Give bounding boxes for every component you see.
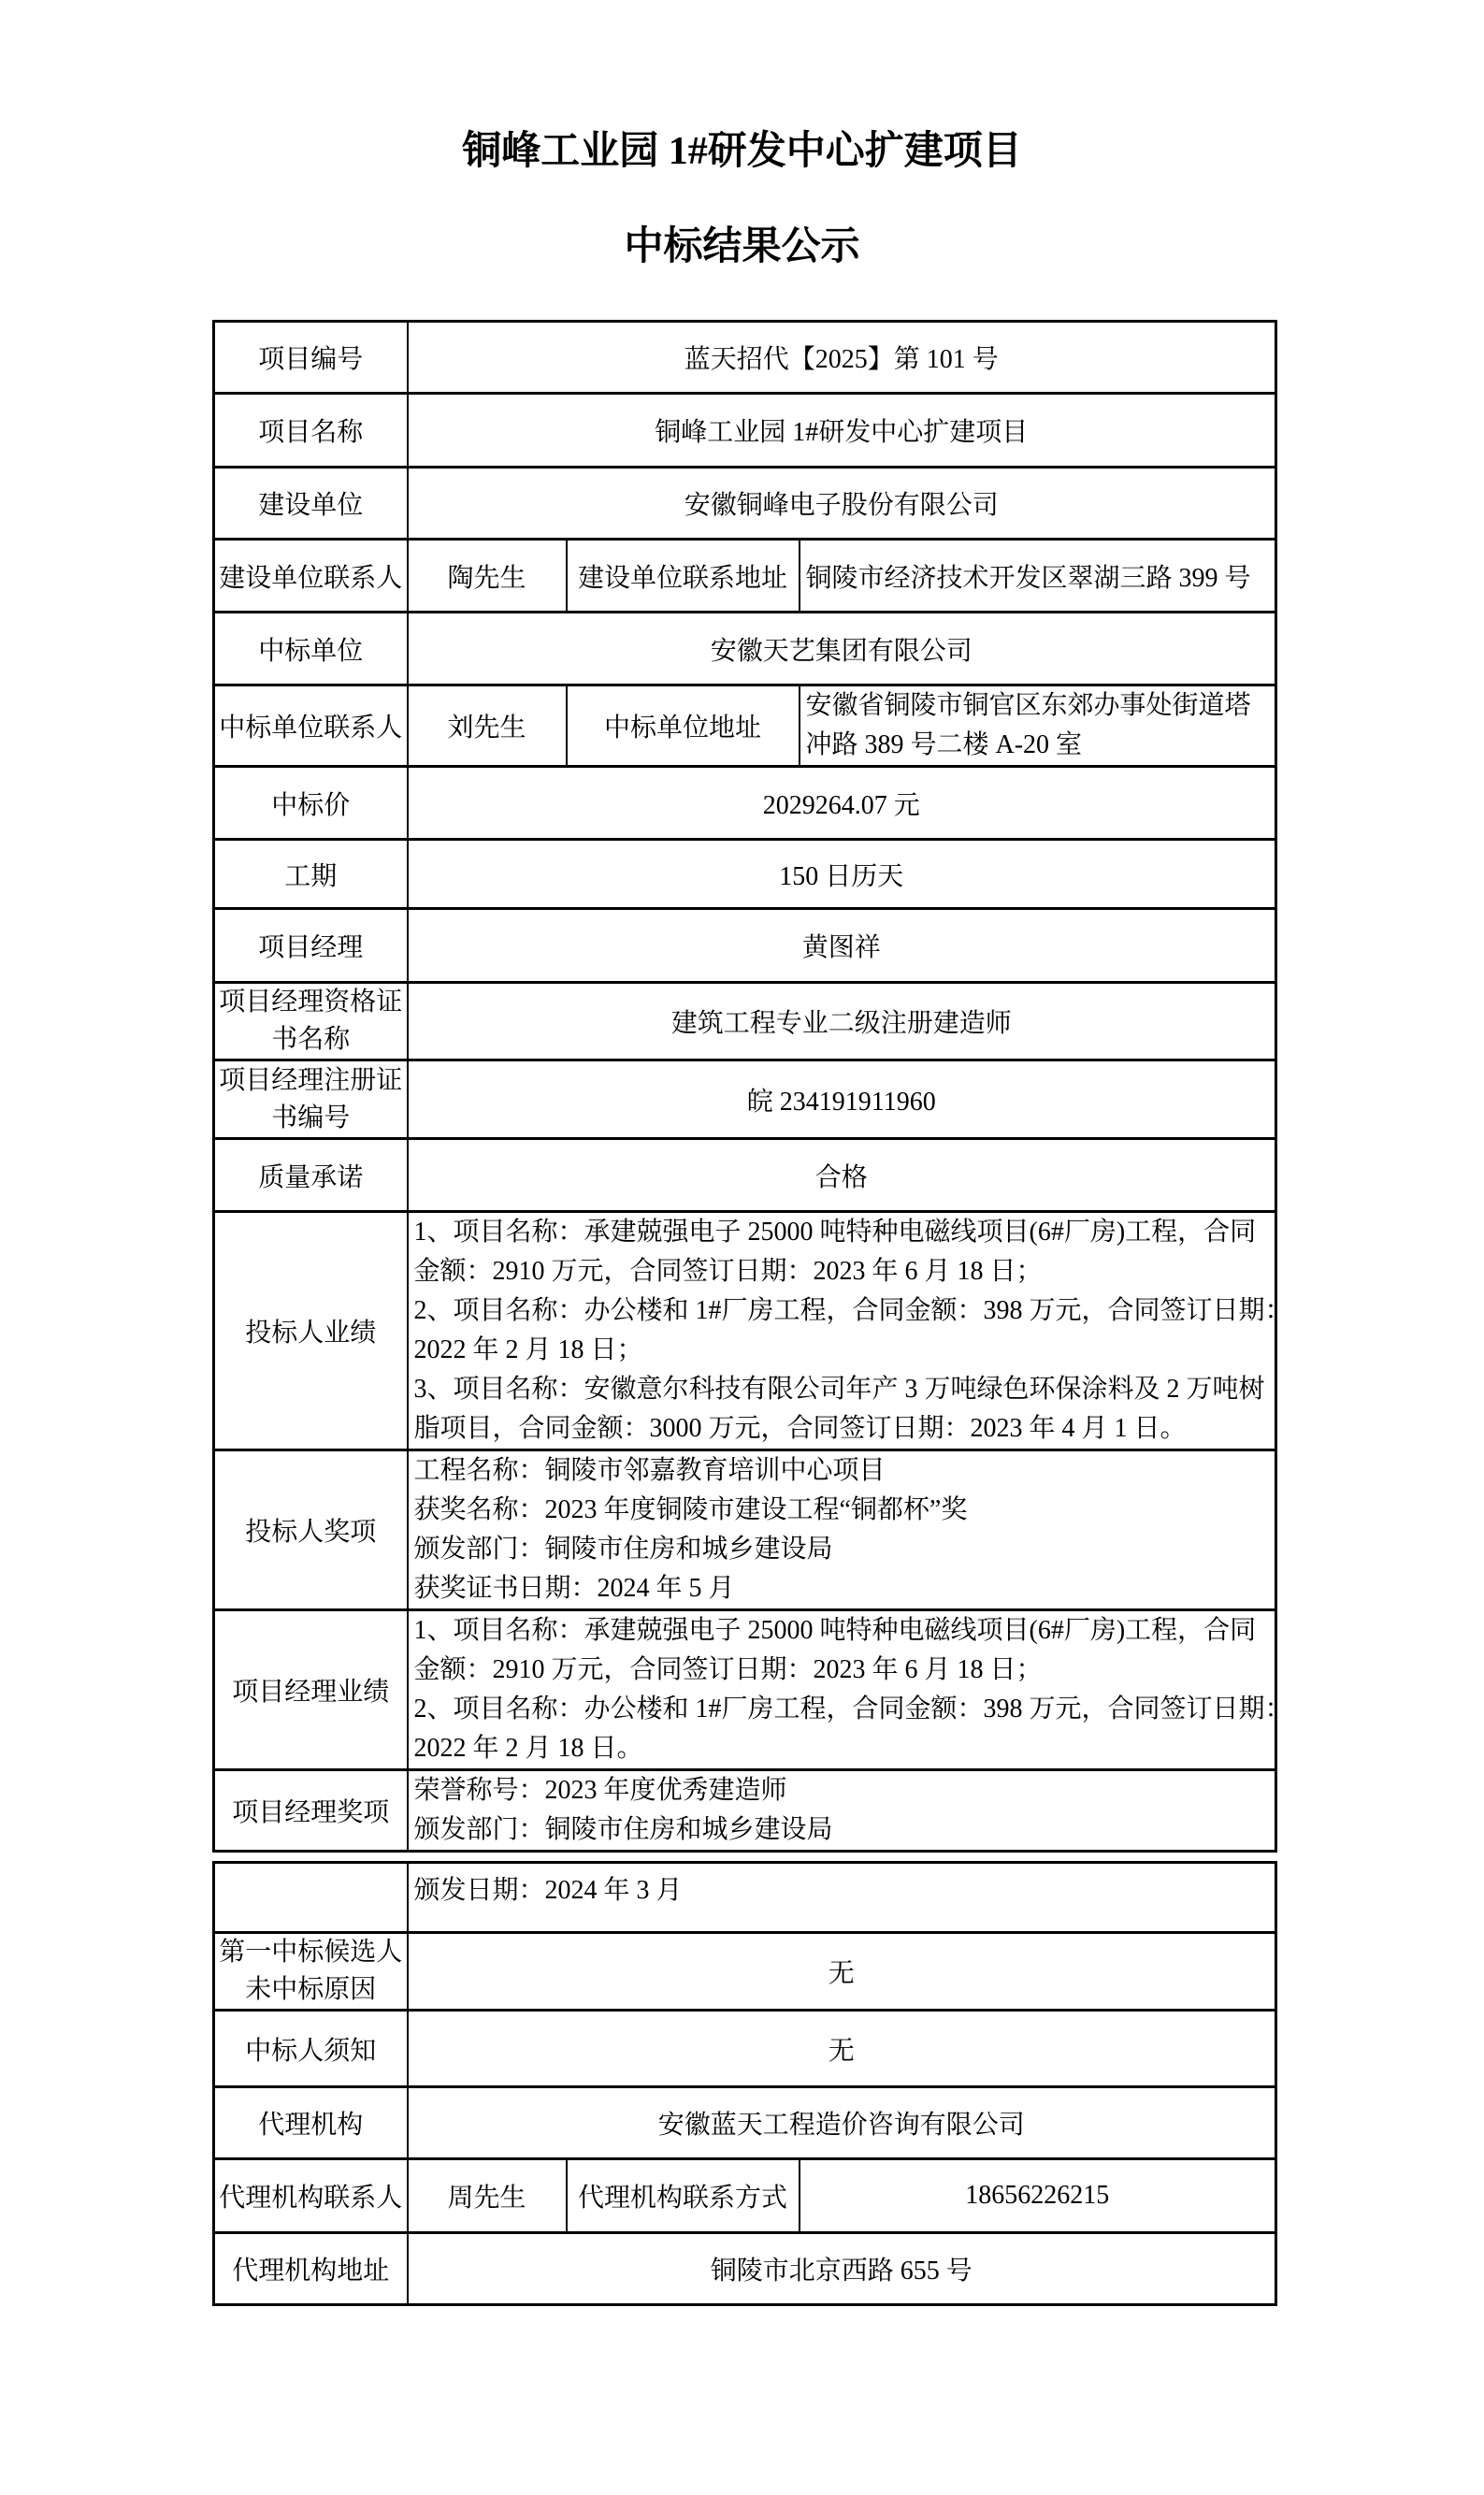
bid-result-table-continued (212, 1861, 1277, 2306)
agency-address-label: 代理机构地址 (214, 2233, 408, 2305)
table-row-winning-bidder (214, 613, 1276, 685)
project-manager-value: 黄图祥 (408, 909, 1276, 983)
winning-bidder-address-label: 中标单位地址 (567, 685, 800, 767)
agency-phone-label: 代理机构联系方式 (567, 2159, 800, 2233)
agency-value: 安徽蓝天工程造价咨询有限公司 (408, 2087, 1276, 2159)
table-row-construction-unit (214, 468, 1276, 540)
issue-date-label (214, 1863, 408, 1933)
label-line: 项目经理资格证 (219, 988, 403, 1017)
table-row-bidder-notice (214, 2011, 1276, 2087)
bid-price-value: 2029264.07 元 (408, 767, 1276, 840)
table-row-manager-certificate-number (214, 1060, 1276, 1139)
bidder-awards-value (408, 1450, 1276, 1610)
manager-awards-value (408, 1770, 1276, 1852)
manager-certificate-number-label (214, 1060, 408, 1139)
doc-title-line2: 中标结果公示 (624, 225, 860, 268)
bid-result-table-main (212, 320, 1291, 1853)
agency-phone-value: 18656226215 (800, 2159, 1276, 2233)
bid-price-label: 中标价 (214, 767, 408, 840)
table-row-manager-performance (214, 1610, 1276, 1770)
table-row-agency-address (214, 2233, 1276, 2305)
bidder-awards-label: 投标人奖项 (214, 1450, 408, 1610)
performance-line: 脂项目，合同金额：3000 万元，合同签订日期：2023 年 4 月 1 日。 (413, 1414, 1187, 1443)
bidder-notice-label: 中标人须知 (214, 2011, 408, 2087)
table-row-project-number (214, 322, 1276, 394)
winning-bidder-contact-label: 中标单位联系人 (214, 685, 408, 767)
table-row-bidder-performance (214, 1212, 1276, 1450)
table-row-project-name (214, 394, 1276, 468)
performance-line: 1、项目名称：承建兢强电子 25000 吨特种电磁线项目(6#厂房)工程，合同 (413, 1218, 1257, 1247)
bidder-performance-value (408, 1212, 1291, 1450)
address-line: 冲路 389 号二楼 A-20 室 (805, 730, 1083, 759)
first-candidate-reason-label (214, 1933, 408, 2011)
performance-line: 金额：2910 万元，合同签订日期：2023 年 6 月 18 日； (413, 1655, 1043, 1684)
construction-unit-label: 建设单位 (214, 468, 408, 540)
table-row-bid-price (214, 767, 1276, 840)
address-line: 安徽省铜陵市铜官区东郊办事处街道塔 (805, 691, 1251, 720)
table-row-first-candidate-reason (214, 1933, 1276, 2011)
issue-date-value: 颁发日期：2024 年 3 月 (408, 1863, 1276, 1933)
table-row-manager-certificate-name (214, 983, 1276, 1060)
construction-unit-contact-value: 陶先生 (408, 540, 567, 613)
table-row-project-manager (214, 909, 1276, 983)
winning-bidder-address-value (800, 685, 1276, 767)
performance-line: 2、项目名称：办公楼和 1#厂房工程，合同金额：398 万元，合同签订日期： (413, 1296, 1291, 1325)
performance-line: 3、项目名称：安徽意尔科技有限公司年产 3 万吨绿色环保涂料及 2 万吨树 (413, 1375, 1265, 1404)
agency-address-value: 铜陵市北京西路 655 号 (408, 2233, 1276, 2305)
table-row-bidder-awards (214, 1450, 1276, 1610)
manager-awards-label: 项目经理奖项 (214, 1770, 408, 1852)
award-line: 颁发部门：铜陵市住房和城乡建设局 (413, 1815, 833, 1844)
quality-commitment-label: 质量承诺 (214, 1139, 408, 1212)
table-row-agency-contact (214, 2159, 1276, 2233)
table-row-winning-bidder-contact (214, 685, 1276, 767)
construction-unit-value: 安徽铜峰电子股份有限公司 (408, 468, 1276, 540)
construction-unit-address-value: 铜陵市经济技术开发区翠湖三路 399 号 (800, 540, 1276, 613)
project-number-label: 项目编号 (214, 322, 408, 394)
agency-contact-value: 周先生 (408, 2159, 567, 2233)
document-header (0, 0, 1484, 267)
first-candidate-reason-value: 无 (408, 1933, 1276, 2011)
award-line: 获奖证书日期：2024 年 5 月 (413, 1574, 735, 1603)
project-number-value: 蓝天招代【2025】第 101 号 (408, 322, 1276, 394)
construction-unit-address-label: 建设单位联系地址 (567, 540, 800, 613)
winning-bidder-value: 安徽天艺集团有限公司 (408, 613, 1276, 685)
manager-certificate-name-label (214, 983, 408, 1060)
label-line: 未中标原因 (245, 1975, 377, 2004)
label-line: 书编号 (271, 1103, 351, 1132)
award-line: 颁发部门：铜陵市住房和城乡建设局 (413, 1535, 833, 1564)
winning-bidder-label: 中标单位 (214, 613, 408, 685)
manager-certificate-number-value: 皖 234191911960 (408, 1060, 1276, 1139)
agency-label: 代理机构 (214, 2087, 408, 2159)
label-line: 第一中标候选人 (219, 1938, 403, 1967)
table-row-construction-unit-contact (214, 540, 1276, 613)
manager-certificate-name-value: 建筑工程专业二级注册建造师 (408, 983, 1276, 1060)
doc-title-line1: 铜峰工业园 1#研发中心扩建项目 (462, 130, 1022, 173)
award-line: 获奖名称：2023 年度铜陵市建设工程“铜都杯”奖 (413, 1495, 968, 1524)
performance-line: 金额：2910 万元，合同签订日期：2023 年 6 月 18 日； (413, 1257, 1043, 1286)
project-name-label: 项目名称 (214, 394, 408, 468)
table-row-agency (214, 2087, 1276, 2159)
table-row-quality-commitment (214, 1139, 1276, 1212)
award-line: 工程名称：铜陵市邻嘉教育培训中心项目 (413, 1456, 886, 1485)
quality-commitment-value: 合格 (408, 1139, 1276, 1212)
manager-performance-label: 项目经理业绩 (214, 1610, 408, 1770)
award-line: 荣誉称号：2023 年度优秀建造师 (413, 1776, 787, 1805)
label-line: 项目经理注册证 (219, 1065, 403, 1095)
table-row-construction-period (214, 840, 1276, 909)
performance-line: 2、项目名称：办公楼和 1#厂房工程，合同金额：398 万元，合同签订日期： (413, 1695, 1291, 1723)
performance-line: 1、项目名称：承建兢强电子 25000 吨特种电磁线项目(6#厂房)工程，合同 (413, 1616, 1257, 1645)
label-line: 书名称 (271, 1025, 351, 1054)
bidder-notice-value: 无 (408, 2011, 1276, 2087)
table-row-manager-awards (214, 1770, 1276, 1852)
performance-line: 2022 年 2 月 18 日。 (413, 1734, 643, 1763)
construction-period-label: 工期 (214, 840, 408, 909)
construction-unit-contact-label: 建设单位联系人 (214, 540, 408, 613)
construction-period-value: 150 日历天 (408, 840, 1276, 909)
winning-bidder-contact-value: 刘先生 (408, 685, 567, 767)
table-row-issue-date (214, 1863, 1276, 1933)
project-name-value: 铜峰工业园 1#研发中心扩建项目 (408, 394, 1276, 468)
manager-performance-value (408, 1610, 1291, 1770)
performance-line: 2022 年 2 月 18 日； (413, 1335, 643, 1364)
agency-contact-label: 代理机构联系人 (214, 2159, 408, 2233)
project-manager-label: 项目经理 (214, 909, 408, 983)
bidder-performance-label: 投标人业绩 (214, 1212, 408, 1450)
